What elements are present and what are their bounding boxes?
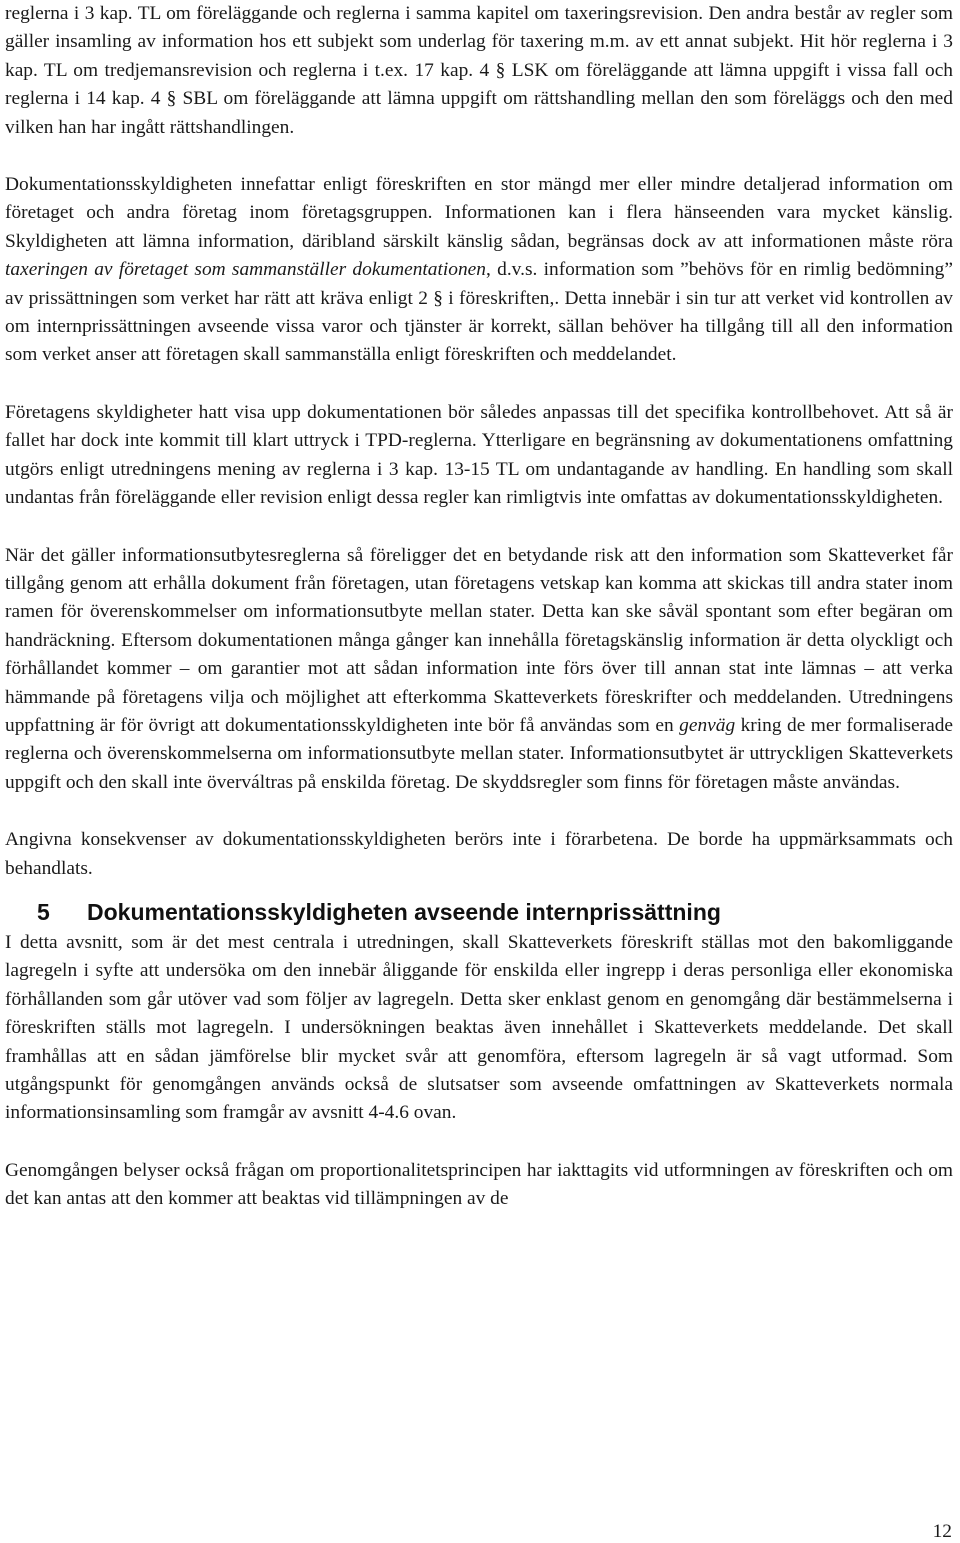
paragraph-4-text-a: När det gäller informationsutbytesreglerna så föreligger det en betydande risk att den information som Skatteverket får tillgång genom att erhålla dokument från företagen, utan företagens vetskap kan komma att skickas till andra stater inom ramen för överenskommelser om informationsutbyte mellan stater. Detta kan ske såväl spontant som efter begäran om handräckning. Eftersom dokumentationen många gånger kan innehålla företagskänslig information är detta olyckligt och förhållandet kommer – om garantier mot att sådan information inte förs över till annan stat inte lämnas – att verka hämmande på företagens vilja och möjlighet att efterkomma Skatteverkets föreskrifter och meddelanden. Utredningens uppfattning är för övrigt att dokumentationsskyldigheten inte bör få användas som en [5,544,953,736]
section-number: 5 [37,898,50,925]
paragraph-5: Angivna konsekvenser av dokumentationsskyldigheten berörs inte i förarbetena. De borde ha uppmärksammats och behandlats. [5,829,953,879]
paragraph-4-text-c: kring de mer formaliserade reglerna och överenskommelserna om informationsutbyte mellan stater. Informationsutbytet är uttryckligen Skatteverkets uppgift och den skall inte överváltras på enskilda företag. De skyddsregler som finns för företagen måste användas. [5,714,953,793]
paragraph-2-text-a: Dokumentationsskyldigheten innefattar enligt föreskriften en stor mängd mer eller mindre detaljerad information om företaget och andra företag inom företagsgruppen. Informationen kan i flera hänseenden vara mycket känslig. Skyldigheten att lämna information, däribland särskilt känslig sådan, begränsas dock av att informationen måste röra [5,174,953,252]
paragraph-3: Företagens skyldigheter hatt visa upp dokumentationen bör således anpassas till det specifika kontrollbehovet. Att så är fallet har dock inte kommit till klart uttryck i TPD-reglerna. Ytterligare en begränsning av dokumentationens omfattning utgörs enligt utredningens mening av reglerna i 3 kap. 13-15 TL om undantagande av handling. En handling som skall undantas från föreläggande eller revision enligt dessa regler kan rimligtvis inte omfattas av dokumentationsskyldigheten. [5,401,953,509]
page-number: 12 [932,1521,952,1542]
section-heading [5,895,953,929]
document-page [5,0,953,1214]
paragraph-1: reglerna i 3 kap. TL om föreläggande och reglerna i samma kapitel om taxeringsrevision. Den andra består av regler som gäller insamling av information hos ett subjekt som underlag för taxering m.m. av ett annat subjekt. Hit hör reglerna i 3 kap. TL om tredjemansrevision och reglerna i t.ex. 17 kap. 4 § LSK om föreläggande att lämna uppgift i vissa fall och reglerna i 14 kap. 4 § SBL om föreläggande att lämna uppgift om rättshandling mellan den som föreläggs och den med vilken han har ingått rättshandlingen. [5,3,953,138]
paragraph-7: Genomgången belyser också frågan om proportionalitetsprincipen har iakttagits vid utformningen av föreskriften och om det kan antas att den kommer att beaktas vid tillämpningen av de [5,1159,953,1210]
paragraph-2-italic: taxeringen av företaget som sammanställer dokumentationen [5,259,486,281]
section-title: Dokumentationsskyldigheten avseende internprissättning [87,898,721,925]
paragraph-4-italic: genväg [679,714,736,736]
paragraph-2 [5,171,953,370]
paragraph-4 [5,542,953,798]
paragraph-6: I detta avsnitt, som är det mest centrala i utredningen, skall Skatteverkets föreskrift ställas mot den bakomliggande lagregeln i syfte att undersöka om den innebär åliggande för enskilda eller ingrepp i deras personliga eller ekonomiska förhållanden som går utöver vad som följer av lagregeln. Detta sker enklast genom en genomgång där bestämmelserna i föreskriften ställs mot lagregeln. I undersökningen beaktas även innehållet i Skatteverkets meddelande. Det skall framhållas att en sådan jämförelse blir mycket svår att genomföra, eftersom lagregeln är så vagt utformad. Som utgångspunkt för genomgången används också de slutsatser som avseende omfattningen av Skatteverkets normala informationsinsamling som framgår av avsnitt 4-4.6 ovan. [5,931,953,1124]
paragraph-2-text-c: , d.v.s. information som ”behövs för en rimlig bedömning” av prissättningen som verket har rätt att kräva enligt 2 § i föreskriften,. Detta innebär i sin tur att verket vid kontrollen av om internprissättningen avseende vissa varor och tjänster är korrekt, sällan behöver ha tillgång till all den information som verket anser att företagen skall sammanställa enligt föreskriften och meddelandet. [5,259,953,366]
